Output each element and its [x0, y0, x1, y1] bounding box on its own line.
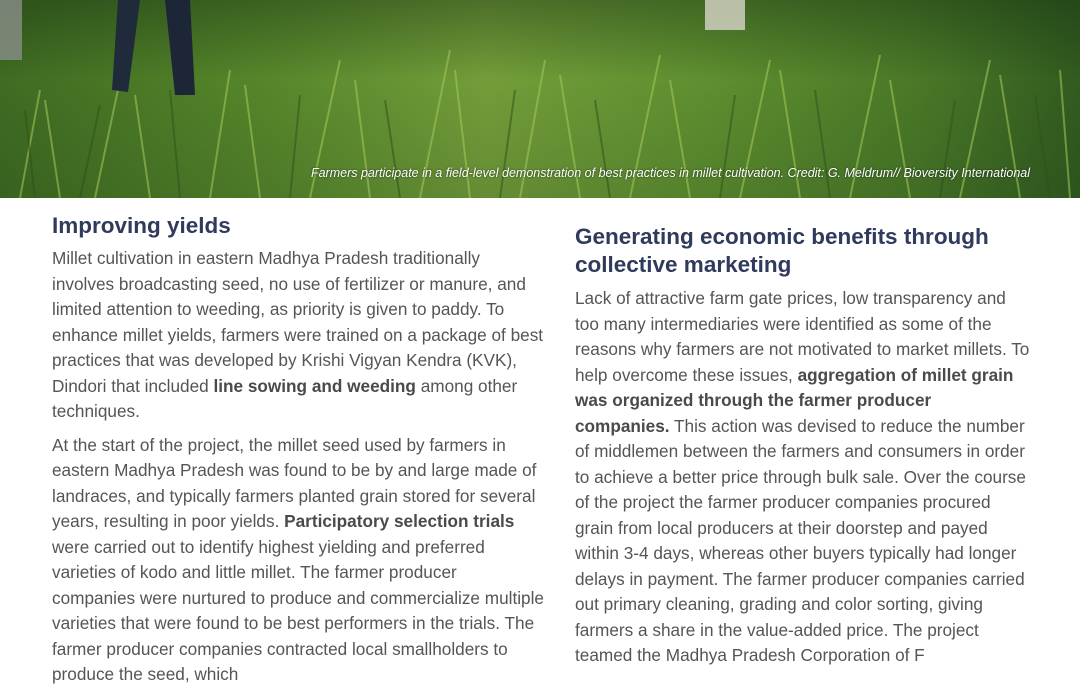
text-run: among other techniques. [52, 375, 518, 421]
section-heading-economic-benefits: Generating economic benefits through collective marketing [575, 224, 989, 277]
text-run: Millet cultivation in eastern Madhya Pradesh traditionally involves broadcasting seed, no use of fertilizer or manure, and limited attention to weeding, as priority is given to paddy. To enhance millet yields, farmers were trained on a package of best practices that was developed by Krishi Vigyan Kendra (KVK), Dindori that included [52, 248, 544, 396]
left-column [52, 198, 544, 696]
paragraph [52, 246, 544, 425]
farmer-figure [0, 0, 745, 95]
text-run: Lack of attractive farm gate prices, low transparency and too many intermediaries were identified as some of the reasons why farmers are not motivated to market millets. To help overcome these issues, [575, 288, 1030, 385]
bold-text: line sowing and weeding [213, 375, 416, 396]
bold-text: aggregation of millet grain was organized through the farmer producer companies. [575, 364, 1014, 436]
paragraph [575, 286, 1030, 669]
text-run: At the start of the project, the millet seed used by farmers in eastern Madhya Pradesh was found to be by and large made of landraces, and typically farmers planted grain stored for several years, resulting in poor yields. [52, 434, 537, 531]
photo-caption: Farmers participate in a field-level demonstration of best practices in millet cultivation. Credit: G. Meldrum// Bioversity International [310, 166, 1030, 180]
right-column [575, 198, 1030, 677]
paragraph [52, 433, 544, 688]
section-heading-improving-yields: Improving yields [52, 213, 231, 238]
text-run: were carried out to identify highest yielding and preferred varieties of kodo and little millet. The farmer producer companies were nurtured to produce and commercialize multiple varieties that were found to be best performers in the trials. The farmer producer companies contracted local smallholders to produce the seed, which [52, 536, 544, 684]
field-photo [0, 0, 1080, 198]
text-run: This action was devised to reduce the number of middlemen between the farmers and consumers in order to achieve a better price through bulk sale. Over the course of the project the farmer producer companies procured grain from local producers at their doorstep and payed within 3-4 days, whereas other buyers typically had longer delays in payment. The farmer producer companies carried out primary cleaning, grading and color sorting, giving farmers a share in the value-added price. The project teamed the Madhya Pradesh Corporation of F [575, 415, 1026, 665]
bold-text: Participatory selection trials [284, 511, 515, 531]
